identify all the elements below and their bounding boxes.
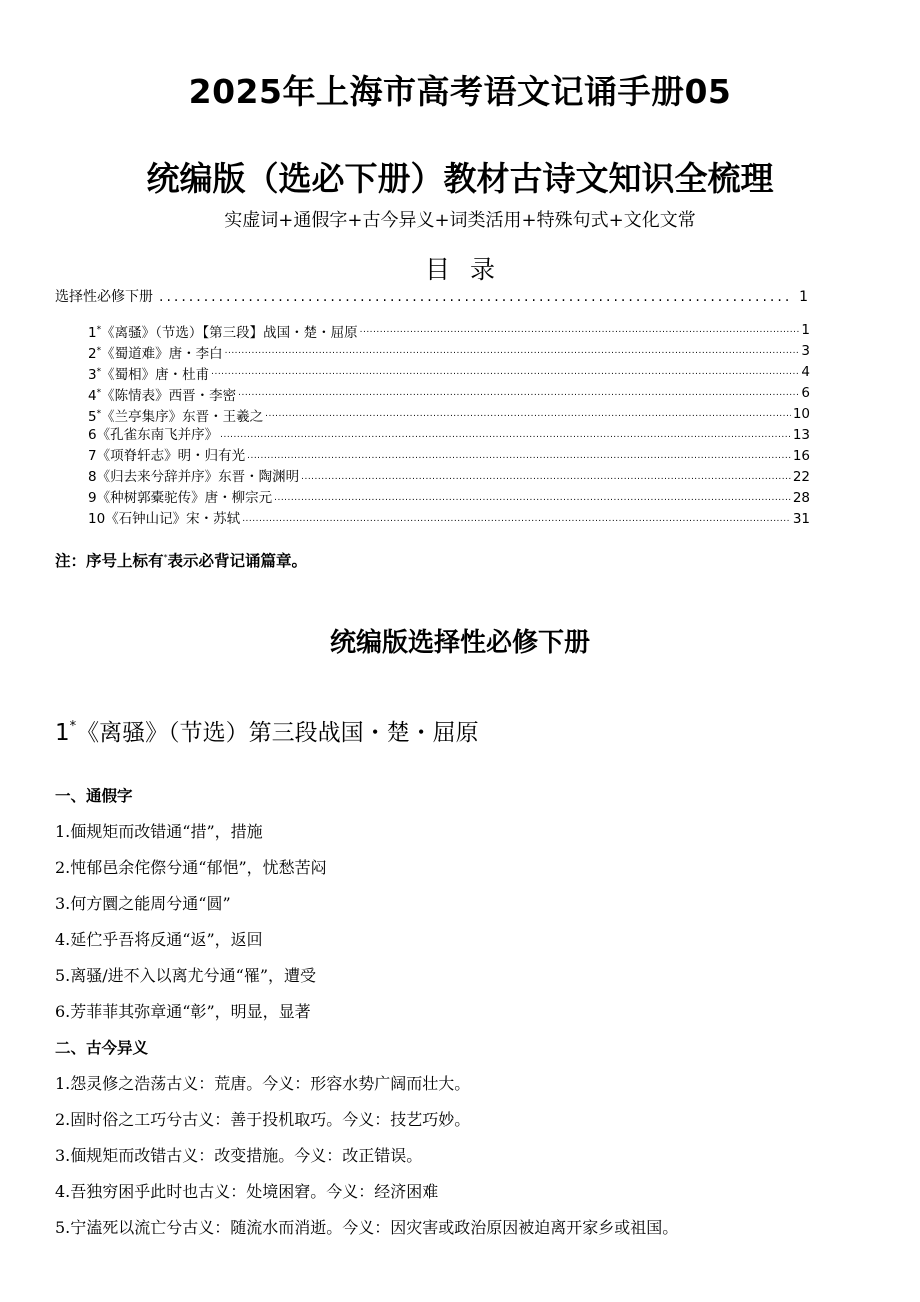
toc-item[interactable] [88, 341, 810, 362]
toc-item-title: 《蜀道难》唐・李白 [101, 346, 223, 362]
toc-leader-dots [247, 446, 791, 467]
toc-item-number: 1 [88, 325, 97, 341]
toc-item[interactable] [88, 383, 810, 404]
toc-leader-dots [238, 383, 799, 404]
toc-leader-dots [265, 404, 791, 425]
toc-item-title: 《兰亭集序》东晋・王羲之 [101, 409, 264, 425]
toc-item[interactable] [88, 425, 810, 446]
toc-item-number: 5 [88, 409, 97, 425]
toc-item-label [88, 488, 272, 509]
chapter-content [55, 783, 875, 1251]
toc-item-number: 9 [88, 490, 97, 506]
tongjiazi-item: 4.延伫乎吾将反通“返”，返回 [55, 930, 263, 949]
note [55, 549, 307, 571]
toc-leader-dots [159, 287, 793, 307]
toc-item-label [88, 362, 209, 383]
toc-item[interactable] [88, 404, 810, 425]
toc-leader-dots [360, 320, 800, 341]
toc-item-label [88, 320, 358, 341]
toc-item-page: 13 [792, 427, 810, 443]
toc-item-page: 6 [801, 385, 810, 401]
toc-item-star: * [96, 367, 102, 377]
toc-item-page: 28 [792, 490, 810, 506]
toc-item-label [88, 341, 223, 362]
tongjiazi-item: 5.离骚/进不入以离尤兮通“罹”，遭受 [55, 966, 317, 985]
tongjiazi-item: 1.偭规矩而改错通“措”，措施 [55, 822, 263, 841]
toc-item-label [88, 446, 245, 467]
toc-item-page: 10 [792, 406, 810, 422]
toc-leader-dots [301, 467, 791, 488]
toc-leader-dots [225, 341, 800, 362]
toc-item[interactable] [88, 509, 810, 530]
toc-list [88, 320, 810, 530]
toc-item-star: * [96, 409, 102, 419]
gujinyiyi-item: 4.吾独穷困乎此时也古义：处境困窘。今义：经济困难 [55, 1182, 439, 1201]
gujinyiyi-item: 2.固时俗之工巧兮古义：善于投机取巧。今义：技艺巧妙。 [55, 1110, 471, 1129]
tongjiazi-heading: 一、通假字 [55, 787, 133, 805]
toc-item-page: 22 [792, 469, 810, 485]
toc-item-number: 7 [88, 448, 97, 464]
toc-item-title: 《离骚》（节选）【第三段】战国・楚・屈原 [101, 325, 358, 341]
note-prefix: 注：序号上标有 [55, 552, 164, 570]
toc-item-page: 4 [801, 364, 810, 380]
chapter-title [55, 714, 479, 747]
toc-item-page: 16 [792, 448, 810, 464]
tongjiazi-item: 6.芳菲菲其弥章通“彰”，明显，显著 [55, 1002, 311, 1021]
toc-main-entry[interactable] [55, 287, 808, 307]
toc-item-star: * [96, 325, 102, 335]
chapter-num: 1 [55, 720, 70, 746]
toc-item-label [88, 509, 240, 530]
tongjiazi-item: 2.忳郁邑余侘傺兮通“郁悒”，忧愁苦闷 [55, 858, 327, 877]
toc-item[interactable] [88, 446, 810, 467]
toc-item-number: 8 [88, 469, 97, 485]
document-subtitle-main: 统编版（选必下册）教材古诗文知识全梳理 [146, 159, 774, 198]
gujinyiyi-item: 3.偭规矩而改错古义：改变措施。今义：改正错误。 [55, 1146, 423, 1165]
toc-leader-dots [211, 362, 799, 383]
toc-item[interactable] [88, 467, 810, 488]
toc-main-label: 选择性必修下册 [55, 289, 153, 305]
toc-item[interactable] [88, 320, 810, 341]
toc-item-label [88, 425, 218, 446]
toc-item-number: 10 [88, 511, 106, 527]
toc-item-title: 《种树郭橐驼传》唐・柳宗元 [96, 490, 273, 506]
toc-item[interactable] [88, 362, 810, 383]
gujinyiyi-item: 1.怨灵修之浩荡古义：荒唐。今义：形容水势广阔而壮大。 [55, 1074, 471, 1093]
toc-item-title: 《归去来兮辞并序》东晋・陶渊明 [96, 469, 300, 485]
toc-item-title: 《项脊轩志》明・归有光 [96, 448, 246, 464]
toc-leader-dots [220, 425, 791, 446]
chapter-star: * [69, 719, 77, 734]
toc-item-number: 6 [88, 427, 97, 443]
toc-item-title: 《孔雀东南飞并序》 [96, 427, 219, 443]
toc-item-number: 2 [88, 346, 97, 362]
toc-item-title: 《石钟山记》宋・苏轼 [105, 511, 241, 527]
gujinyiyi-item: 5.宁溘死以流亡兮古义：随流水而消逝。今义：因灾害或政治原因被迫离开家乡或祖国。 [55, 1218, 679, 1237]
toc-leader-dots [274, 488, 791, 509]
toc-item-title: 《陈情表》西晋・李密 [101, 388, 237, 404]
toc-item-label [88, 404, 263, 425]
toc-item-page: 3 [801, 343, 810, 359]
tongjiazi-item: 3.何方圜之能周兮通“圆” [55, 894, 231, 913]
document-title: 2025年上海市高考语文记诵手册05 [188, 72, 732, 111]
toc-item-label [88, 383, 236, 404]
toc-item-page: 1 [801, 322, 810, 338]
toc-item-star: * [96, 388, 102, 398]
document-subtitle-topics: 实虚词+通假字+古今异义+词类活用+特殊句式+文化文常 [224, 210, 696, 231]
toc-item-number: 4 [88, 388, 97, 404]
toc-item-title: 《蜀相》唐・杜甫 [101, 367, 210, 383]
toc-leader-dots [242, 509, 791, 530]
toc-heading: 目录 [424, 255, 515, 284]
toc-item[interactable] [88, 488, 810, 509]
note-suffix: 表示必背记诵篇章。 [167, 552, 308, 570]
toc-main-page: 1 [799, 289, 808, 305]
gujinyiyi-heading: 二、古今异义 [55, 1039, 149, 1057]
toc-item-star: * [96, 346, 102, 356]
chapter-name: 《离骚》（节选）第三段战国・楚・屈原 [76, 720, 479, 746]
toc-item-page: 31 [792, 511, 810, 527]
section-title: 统编版选择性必修下册 [329, 628, 590, 658]
note-star: * [163, 553, 168, 562]
toc-item-number: 3 [88, 367, 97, 383]
toc-item-label [88, 467, 299, 488]
